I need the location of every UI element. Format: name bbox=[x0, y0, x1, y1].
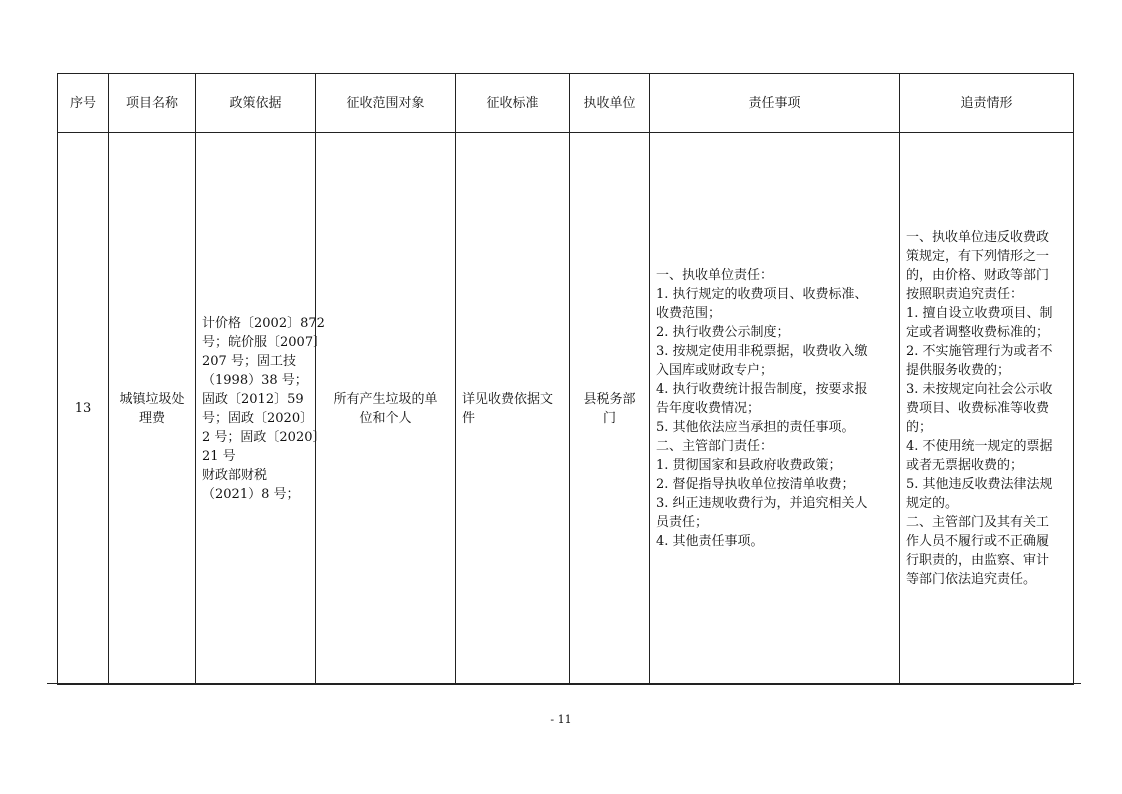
bottom-rule bbox=[47, 683, 1081, 684]
header-scope: 征收范围对象 bbox=[316, 74, 456, 133]
cell-text-line: （1998）38 号； bbox=[202, 372, 308, 388]
cell-text-line: 的； bbox=[906, 420, 933, 435]
cell-text-line: 号；固政〔2020〕 bbox=[202, 410, 314, 426]
cell-text-line: 财政部财税 bbox=[202, 467, 268, 483]
cell-text-line: 号；皖价服〔2007〕 bbox=[202, 334, 327, 350]
cell-text-line: 二、主管部门责任： bbox=[656, 439, 774, 454]
cell-text-line: 2. 执行收费公示制度； bbox=[656, 325, 790, 340]
cell-scope bbox=[316, 133, 456, 685]
cell-text-line: （2021）8 号； bbox=[202, 486, 300, 502]
cell-text-line: 门 bbox=[602, 410, 616, 426]
cell-text-line: 1. 执行规定的收费项目、收费标准、 bbox=[656, 287, 868, 302]
cell-collector bbox=[570, 133, 650, 685]
cell-text-line: 5. 其他违反收费法律法规 bbox=[906, 477, 1053, 492]
cell-text-line: 固政〔2012〕59 bbox=[202, 391, 304, 407]
cell-text-line: 的，由价格、财政等部门 bbox=[906, 268, 1050, 283]
cell-text-line: 规定的。 bbox=[906, 496, 959, 511]
table-row bbox=[58, 133, 1074, 685]
cell-text-line: 收费范围； bbox=[656, 306, 722, 321]
cell-text-line: 一、执收单位违反收费政 bbox=[906, 230, 1050, 245]
cell-text-line: 按照职责追究责任： bbox=[906, 287, 1024, 302]
cell-text-line: 207 号；固工技 bbox=[202, 353, 296, 369]
fee-responsibility-table bbox=[57, 73, 1074, 685]
cell-text-line: 位和个人 bbox=[359, 410, 412, 426]
cell-seq: 13 bbox=[58, 133, 109, 685]
cell-text-line: 2. 不实施管理行为或者不 bbox=[906, 344, 1053, 359]
cell-text-line: 理费 bbox=[138, 410, 165, 426]
cell-text-line: 所有产生垃圾的单 bbox=[333, 391, 438, 407]
cell-text-line: 入国库或财政专户； bbox=[656, 363, 774, 378]
cell-text-line: 3. 未按规定向社会公示收 bbox=[906, 382, 1053, 397]
cell-text-line: 员责任； bbox=[656, 515, 709, 530]
cell-text-line: 策规定，有下列情形之一 bbox=[906, 249, 1050, 264]
cell-standard bbox=[456, 133, 570, 685]
cell-text-line: 行职责的，由监察、审计 bbox=[906, 553, 1050, 568]
cell-text-line: 件 bbox=[462, 410, 476, 426]
cell-text-line: 或者无票据收费的； bbox=[906, 458, 1024, 473]
cell-text-line: 2. 督促指导执收单位按清单收费； bbox=[656, 477, 855, 492]
cell-text-line: 定或者调整收费标准的； bbox=[906, 325, 1050, 340]
header-responsibility: 责任事项 bbox=[650, 74, 900, 133]
cell-text-line: 作人员不履行或不正确履 bbox=[906, 534, 1050, 549]
cell-text-line: 告年度收费情况； bbox=[656, 401, 761, 416]
cell-text-line: 提供服务收费的； bbox=[906, 363, 1011, 378]
cell-text-line: 费项目、收费标准等收费 bbox=[906, 401, 1050, 416]
header-accountability: 追责情形 bbox=[900, 74, 1074, 133]
table-header-row bbox=[58, 74, 1074, 133]
cell-text-line: 1. 擅自设立收费项目、制 bbox=[906, 306, 1053, 321]
header-policy-basis: 政策依据 bbox=[196, 74, 316, 133]
header-collector: 执收单位 bbox=[570, 74, 650, 133]
header-seq: 序号 bbox=[58, 74, 109, 133]
cell-text-line: 二、主管部门及其有关工 bbox=[906, 515, 1050, 530]
cell-text-line: 4. 其他责任事项。 bbox=[656, 534, 764, 549]
cell-text-line: 3. 纠正违规收费行为，并追究相关人 bbox=[656, 496, 868, 511]
header-item-name: 项目名称 bbox=[109, 74, 196, 133]
cell-text-line: 县税务部 bbox=[583, 391, 636, 407]
cell-text-line: 4. 执行收费统计报告制度，按要求报 bbox=[656, 382, 868, 397]
cell-policy-basis bbox=[196, 133, 327, 685]
cell-text-line: 21 号 bbox=[202, 448, 236, 464]
cell-text-line: 详见收费依据文 bbox=[462, 391, 554, 407]
cell-text-line: 2 号；固政〔2020〕 bbox=[202, 429, 326, 445]
cell-text-line: 计价格〔2002〕872 bbox=[202, 315, 325, 331]
cell-responsibility bbox=[650, 133, 900, 685]
cell-accountability bbox=[900, 133, 1074, 685]
cell-text-line: 3. 按规定使用非税票据，收费收入缴 bbox=[656, 344, 868, 359]
cell-text-line: 一、执收单位责任： bbox=[656, 268, 774, 283]
cell-text-line: 1. 贯彻国家和县政府收费政策； bbox=[656, 458, 842, 473]
header-standard: 征收标准 bbox=[456, 74, 570, 133]
cell-text-line: 城镇垃圾处 bbox=[119, 391, 185, 407]
cell-text-line: 4. 不使用统一规定的票据 bbox=[906, 439, 1053, 454]
cell-item-name bbox=[109, 133, 196, 685]
cell-text-line: 等部门依法追究责任。 bbox=[906, 572, 1037, 587]
page-number: - 11 bbox=[550, 713, 572, 726]
cell-text-line: 5. 其他依法应当承担的责任事项。 bbox=[656, 420, 855, 435]
